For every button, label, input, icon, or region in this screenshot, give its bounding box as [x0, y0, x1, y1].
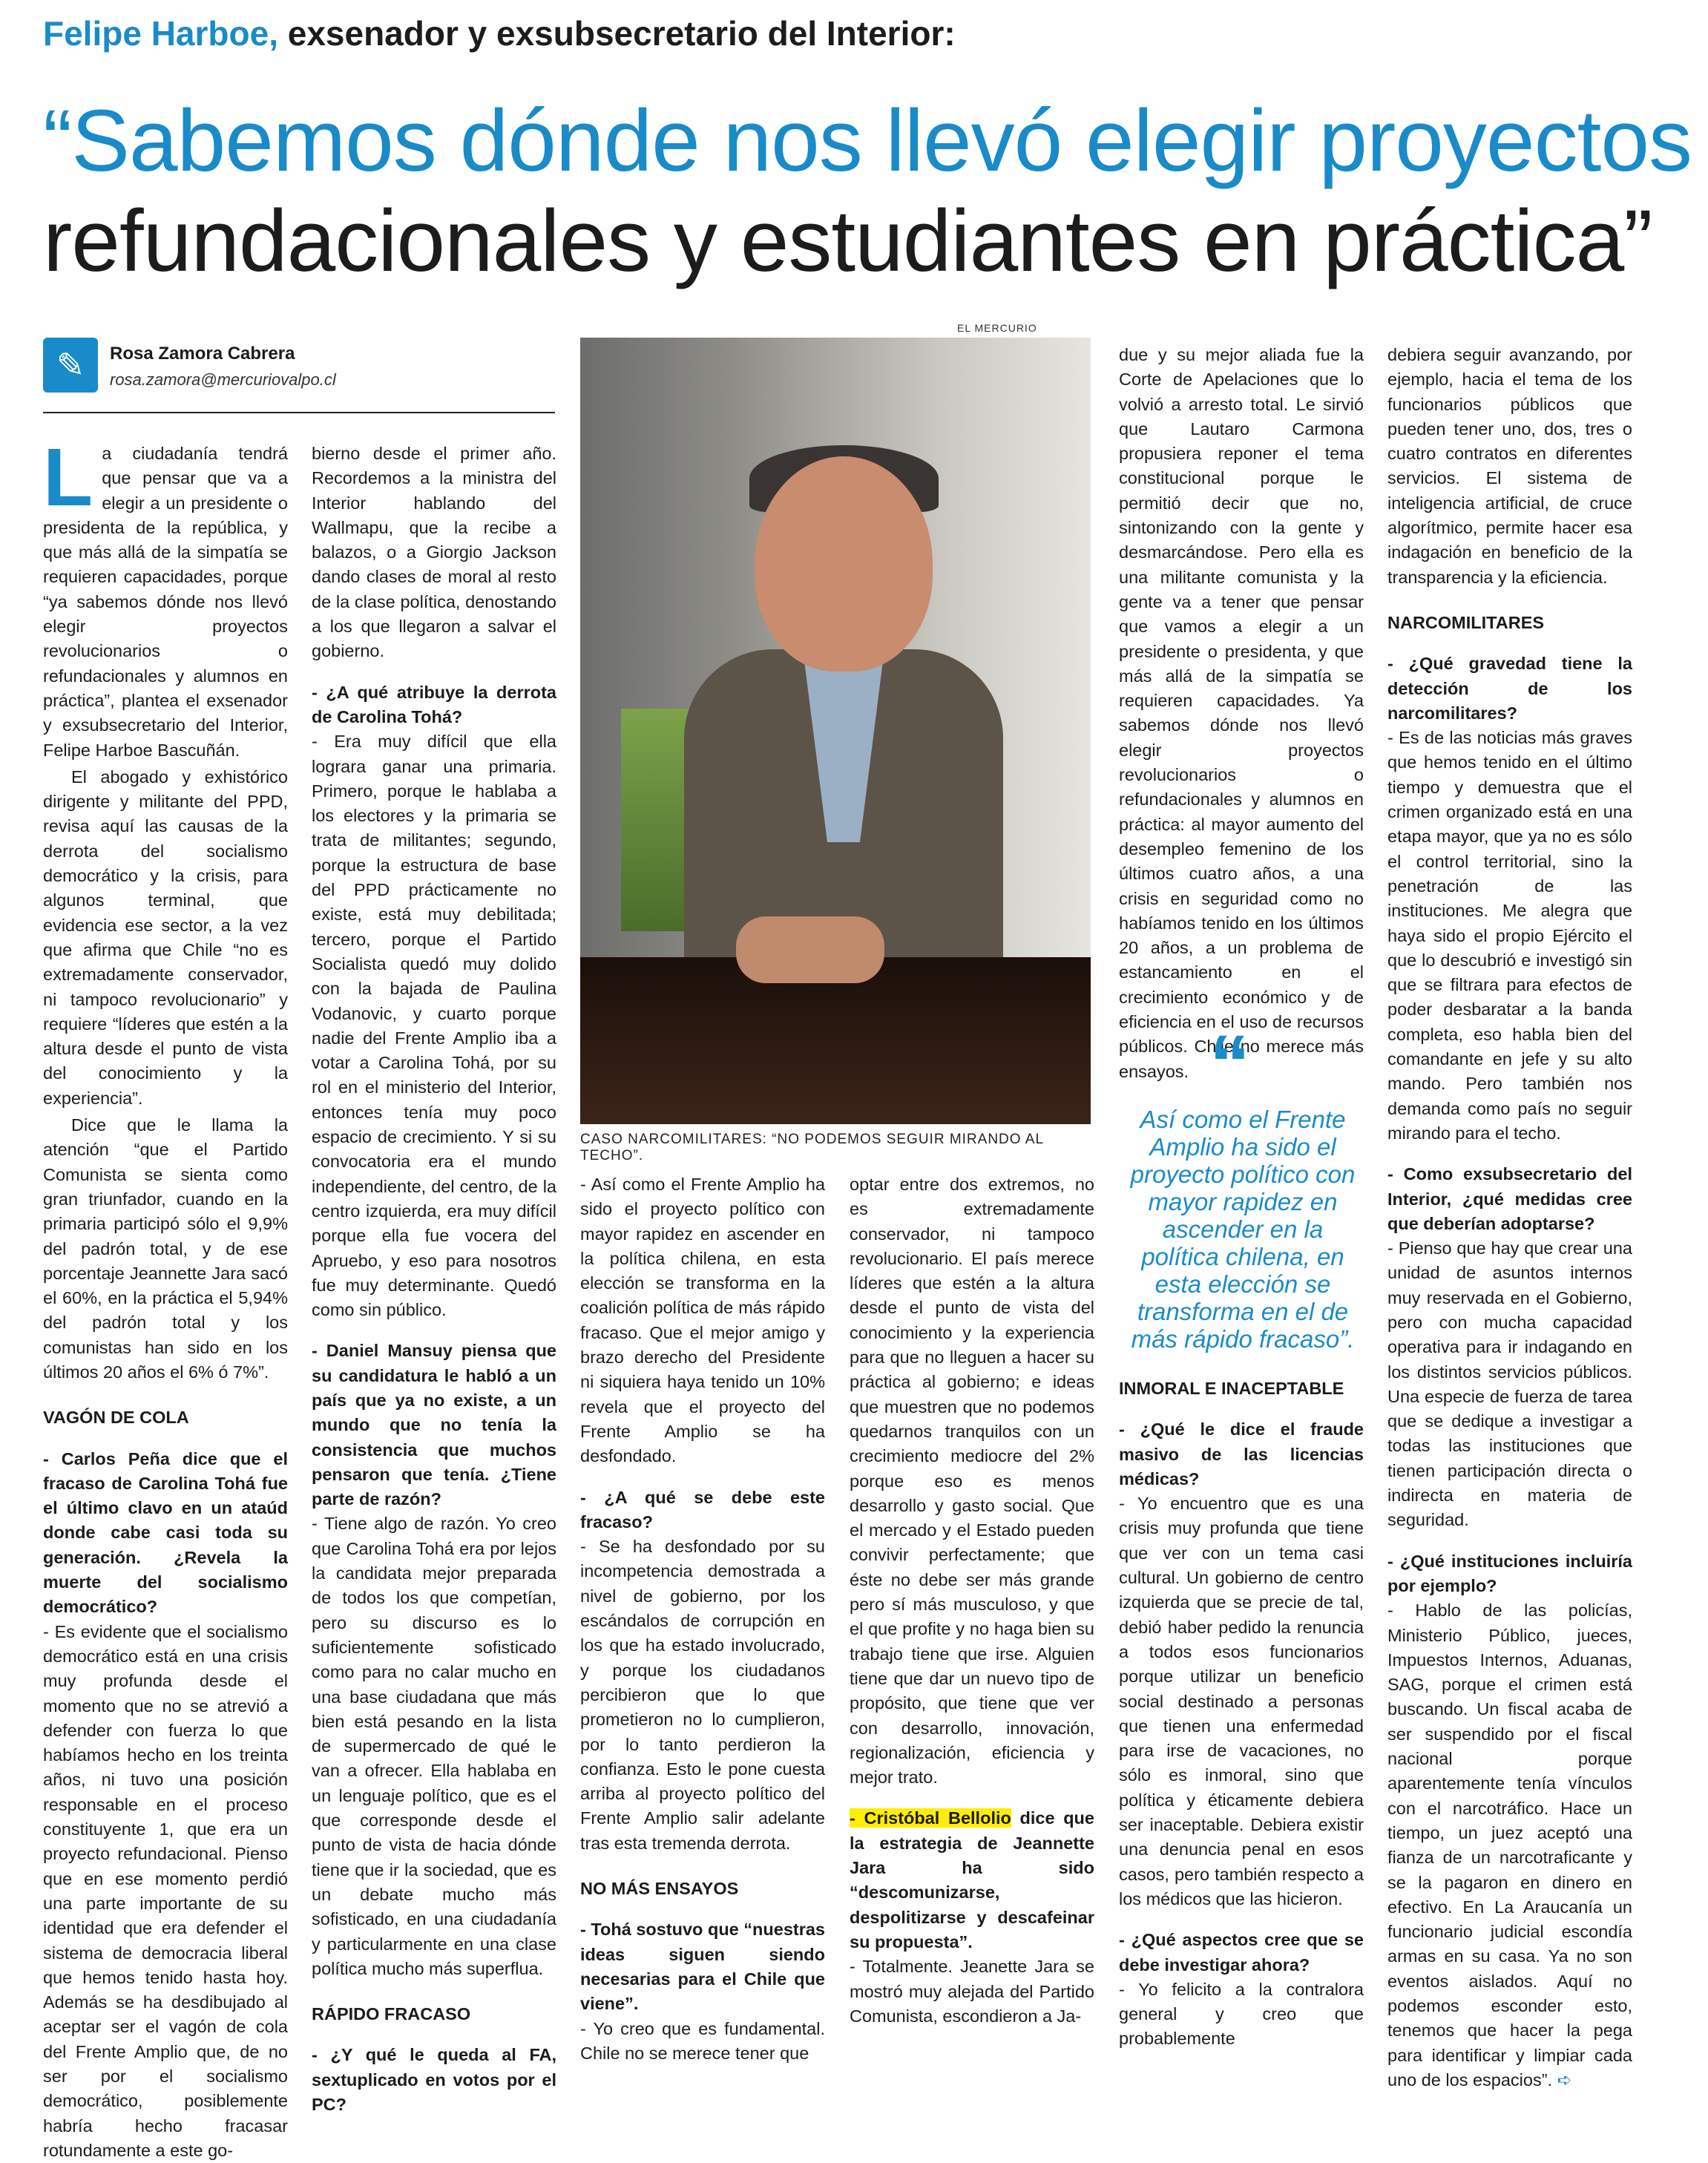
- answer-text: - Hablo de las policías, Ministerio Público, jueces, Impuestos Internos, Aduanas, SAG, porque el crimen está buscando. Un fiscal acaba de ser suspendido por el fiscal nacional porque aparentemente tenía vínculos con el narcotráfico. Hace un tiempo, un juez aceptó una fianza de un narcotraficante y se la pagaron en dinero en efectivo. En La Araucanía un funcionario judicial escondía armas en su casa. Ya no son eventos aislados. Aquí no podemos esconder esto, tenemos que hacer la pega para identificar y limpiar cada uno de los espacios”.: [1387, 1601, 1632, 2090]
- continue-arrow-icon: ➪: [1557, 2070, 1572, 2090]
- paragraph: due y su mejor aliada fue la Corte de Apelaciones que lo volvió a arresto total. Le sirvió que Lautaro Carmona propusiera reponer el tema constitucional porque le permitió decir que no, sintonizando con la gente y desmarcándose. Pero ella es una militante comunista y la gente va a tener que pensar que vamos a elegir a un presidente o presidenta, y que más allá de la simpatía se requieren capacidades. Ya sabemos dónde nos llevó elegir proyectos revolucionarios o refundacionales y alumnos en práctica: al mayor aumento del desempleo femenino de los últimos cuatro años, a una crisis en seguridad como no habíamos tenido en los últimos 20 años, a un problema de estancamiento en el crecimiento económico y de eficiencia en el uso de recursos públicos. Chile no merece más ensayos.: [1119, 345, 1364, 1081]
- section-heading: NO MÁS ENSAYOS: [580, 1879, 739, 1899]
- question: - Carlos Peña dice que el fracaso de Carolina Tohá fue el último clavo en un ataúd donde cabe casi toda su generación. ¿Revela la muerte del socialismo democrático?: [43, 1448, 288, 1617]
- kicker-role: exsenador y exsubsecretario del Interior:: [287, 14, 956, 53]
- paragraph: Dice que le llama la atención “que el Partido Comunista se sienta como gran triunfador, cuando en la primaria participó sólo el 9,9% del padrón total, y de ese porcentaje Jeannette Jara sacó el 60%, en la práctica el 5,94% del padrón total y los comunistas han sido en los últimos 20 años el 6% ó 7%”.: [43, 1115, 288, 1382]
- kicker-name: Felipe Harboe,: [43, 14, 278, 53]
- paragraph: debiera seguir avanzando, por ejemplo, hacia el tema de los funcionarios públicos que pueden tener uno, dos, tres o cuatro contratos en diferentes servicios. El sistema de inteligencia artificial, de cruce algorítmico, permite hacer esa indagación en beneficio de la transparencia y la eficiencia.: [1387, 345, 1632, 587]
- question: - ¿A qué atribuye la derrota de Carolina Tohá?: [312, 682, 556, 726]
- question: - Daniel Mansuy piensa que su candidatura le habló a un país que ya no existe, a un mundo que no tenía la consistencia que muchos pensaron que tenía. ¿Tiene parte de razón?: [312, 1341, 556, 1509]
- headline-line-2: refundacionales y estudiantes en práctica”: [43, 192, 1652, 290]
- question: - ¿Qué instituciones incluiría por ejemplo?: [1387, 1551, 1632, 1595]
- face: [755, 456, 933, 672]
- question: - ¿Qué aspectos cree que se debe investigar ahora?: [1119, 1930, 1364, 1975]
- section-heading: VAGÓN DE COLA: [43, 1408, 189, 1428]
- answer: - Era muy difícil que ella lograra ganar una primaria. Primero, porque le hablaba a los electores y la primaria se trata de militantes; segundo, porque la estructura de base del PPD prácticamente no existe, está muy debilitada; tercero, porque el Partido Socialista quedó muy dolido con la bajada de Paulina Vodanovic, y cuarto porque nadie del Frente Amplio iba a votar a Carolina Tohá, por su rol en el ministerio del Interior, entonces tenía muy poco espacio de crecimiento. Y si su convocatoria era el mundo independiente, del centro, de la centro izquierda, era muy difícil porque ella fue vocera del Apruebo, y eso para nosotros fue muy determinante. Quedó como sin público.: [312, 732, 556, 1320]
- answer: - Yo creo que es fundamental. Chile no se merece tener que: [580, 2018, 825, 2063]
- answer: - Totalmente. Jeanette Jara se mostró muy alejada del Partido Comunista, escondieron a Ja-: [850, 1957, 1094, 2026]
- question: - ¿A qué se debe este fracaso?: [580, 1487, 825, 1532]
- photo-caption: CASO NARCOMILITARES: “NO PODEMOS SEGUIR MIRANDO AL TECHO”.: [580, 1132, 1044, 1163]
- answer: - Se ha desfondado por su incompetencia demostrada a nivel de gobierno, por los escándalos de corrupción en los que ha estado involucrado, y porque los ciudadanos percibieron que lo que prometieron no lo cumplieron, por lo tanto perdieron la confianza. Esto le pone cuesta arriba al proyecto político del Frente Amplio salir adelante tras esta tremenda derrota.: [580, 1537, 825, 1853]
- byline-divider: [43, 412, 555, 413]
- column-4: [850, 1172, 1094, 2026]
- quote-mark-icon: “: [1209, 1019, 1250, 1110]
- byline-email[interactable]: rosa.zamora@mercuriovalpo.cl: [110, 370, 336, 389]
- question: [850, 1806, 1094, 1954]
- headline-line-1: “Sabemos dónde nos llevó elegir proyectos: [43, 92, 1692, 190]
- kicker: [43, 13, 1675, 53]
- answer: - Es evidente que el socialismo democrático está en una crisis muy profunda desde el momento que no se atrevió a defender con fuerza lo que habíamos hecho en los treinta años, ni tuvo una posición responsable en el proceso constituyente 1, que era un proyecto refundacional. Pienso que en ese momento perdió una parte importante de su identidad que era defender el sistema de democracia liberal que hemos tenido hasta hoy. Además se ha desdibujado al aceptar ser el vagón de cola del Frente Amplio que, de no ser por el socialismo democrático, posiblemente habría hecho fracasar rotundamente a este go-: [43, 1621, 288, 2160]
- section-heading: INMORAL E INACEPTABLE: [1119, 1379, 1344, 1398]
- answer: [1387, 1598, 1632, 2093]
- column-2: [312, 442, 556, 2114]
- answer: - Tiene algo de razón. Yo creo que Carolina Tohá era por lejos la candidata mejor preparada de todos los que competían, pero su discurso es lo suficientemente sofisticado como para no calar mucho en una base ciudadana que más bien está pesando en la lista de supermercado de qué le van a ofrecer. Ella hablaba en un lenguaje político, que es el que corresponde desde el punto de vista de hacia dónde tiene que ir la sociedad, que es un debate mucho más sofisticado, en una ciudadanía y particularmente en una clase política mucho más superflua.: [312, 1514, 556, 1978]
- answer: - Yo felicito a la contralora general y creo que probablemente: [1119, 1979, 1364, 2049]
- pull-quote: Así como el Frente Amplio ha sido el proyecto político con mayor rapidez en ascender en la política chilena, en esta elección se transforma en el de más rápido fracaso”.: [1130, 1106, 1356, 1353]
- column-1: [43, 432, 288, 2160]
- question: - ¿Y qué le queda al FA, sextuplicado en votos por el PC?: [312, 2045, 556, 2114]
- pen-icon: ✎: [43, 338, 98, 393]
- column-5-bottom: [1119, 1376, 1364, 2049]
- portrait-photo: [580, 338, 1091, 1124]
- question: - ¿Qué gravedad tiene la detección de los narcomilitares?: [1387, 654, 1632, 723]
- intro-paragraph: a ciudadanía tendrá que pensar que va a elegir a un presidente o presidenta de la república, y que más allá de la simpatía se requieren capacidades, porque “ya sabemos dónde nos llevó elegir proyectos revolucionarios o refundacionales y alumnos en práctica”, plantea el exsenador y exsubsecretario del Interior, Felipe Harboe Bascuñán.: [43, 444, 288, 760]
- column-6: [1387, 343, 1632, 2090]
- highlighted-name: - Cristóbal Bellolio: [850, 1808, 1011, 1828]
- question: - Tohá sostuvo que “nuestras ideas siguen siendo necesarias para el Chile que viene”.: [580, 1920, 825, 2014]
- photo-credit: EL MERCURIO: [957, 322, 1037, 334]
- paragraph: bierno desde el primer año. Recordemos a la ministra del Interior hablando del Wallmapu, que la recibe a balazos, o a Giorgio Jackson dando clases de moral al resto de la clase política, denostando a los que llegaron a salvar el gobierno.: [312, 444, 556, 661]
- answer: - Pienso que hay que crear una unidad de asuntos internos muy reservada en el Gobierno, pero con mucha capacidad operativa para ir indagando en los distintos servicios públicos. Una especie de fuerza de tarea que se dedique a investigar a todas las instituciones que tienen participación directa o indirecta en materia de seguridad.: [1387, 1238, 1632, 1530]
- answer: - Así como el Frente Amplio ha sido el proyecto político con mayor rapidez en ascender en la política chilena, en esta elección se transforma en la coalición política de más rápido fracaso. Que el mejor amigo y brazo derecho del Presidente ni siquiera haya tenido un 10% revela que el proyecto del Frente Amplio se ha desfondado.: [580, 1175, 825, 1466]
- paragraph: optar entre dos extremos, no es extremadamente conservador, ni tampoco revolucionario. El país merece líderes que estén a la altura desde el punto de vista del conocimiento y la experiencia para que no lleguen a hacer su práctica al gobierno; e ideas que muestren que no podemos quedarnos tranquilos con un crecimiento mediocre del 2% porque eso es menos desarrollo y gasto social. Que el mercado y el Estado pueden convivir perfectamente; que éste no debe ser más grande pero sí más musculoso, y que el que profite y no haga bien su trabajo tiene que irse. Alguien tiene que dar un nuevo tipo de propósito, que tiene que ver con desarrollo, innovación, regionalización, eficiencia y mejor trato.: [850, 1175, 1094, 1788]
- answer: - Es de las noticias más graves que hemos tenido en el último tiempo y demuestra que el crimen organizado está en una etapa mayor, que ya no es sólo el control territorial, sino la penetración de las instituciones. Me alegra que haya sido el propio Ejército el que lo descubrió e investigó sin que se filtrara para efectos de poder desbaratar a la banda completa, eso habla bien del comandante en jefe y su alto mando. Pero también nos demanda como país no seguir mirando para el techo.: [1387, 728, 1632, 1143]
- column-3: [580, 1172, 825, 2063]
- question-text: dice que la estrategia de Jeannette Jara ha sido “descomunizarse, despolitizarse y descafeinar su propuesta”.: [850, 1808, 1094, 1952]
- byline-author: Rosa Zamora Cabrera: [110, 344, 295, 364]
- section-heading: RÁPIDO FRACASO: [312, 2004, 471, 2024]
- answer: - Yo encuentro que es una crisis muy profunda que tiene que ver con un tema casi cultural. Un gobierno de centro izquierda que se precie de tal, debió haber pedido la renuncia a todos esos funcionarios porque utilizar un beneficio social destinado a personas que tienen una enfermedad para irse de vacaciones, no sólo es inmoral, sino que política y éticamente debiera ser inaceptable. Debiera existir una denuncia penal en esos casos, pero también respecto a los médicos que las hicieron.: [1119, 1494, 1364, 1908]
- dropcap: L: [43, 432, 93, 523]
- hands: [736, 916, 884, 983]
- question: - ¿Qué le dice el fraude masivo de las licencias médicas?: [1119, 1419, 1364, 1489]
- column-5-top: [1119, 343, 1364, 1081]
- question: - Como exsubsecretario del Interior, ¿qué medidas cree que deberían adoptarse?: [1387, 1164, 1632, 1233]
- section-heading: NARCOMILITARES: [1387, 612, 1545, 632]
- byline: [43, 338, 555, 412]
- paragraph: El abogado y exhistórico dirigente y militante del PPD, revisa aquí las causas de la derrota del socialismo democrático y la crisis, para algunos terminal, que evidencia ese sector, a la vez que afirma que Chile “no es extremadamente conservador, ni tampoco revolucionario” y requiere “líderes que estén a la altura desde el punto de vista del conocimiento y la experiencia”.: [43, 767, 288, 1108]
